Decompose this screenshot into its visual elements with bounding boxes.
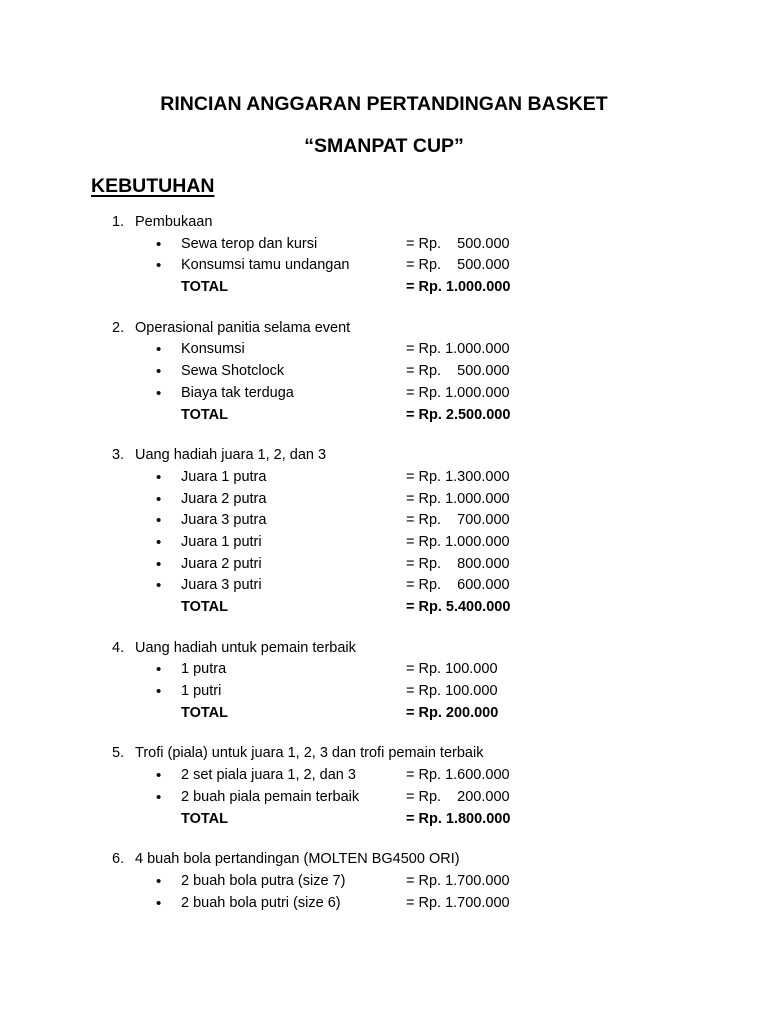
item-label: Juara 1 putra (181, 468, 267, 485)
item-label: 2 buah bola putra (size 7) (181, 872, 346, 889)
item-amount: = Rp. 1.600.000 (406, 767, 510, 784)
budget-section (0, 212, 768, 299)
item-amount: = Rp. 200.000 (406, 788, 510, 805)
total-label: TOTAL (181, 406, 228, 423)
section-number: 1. (112, 214, 125, 230)
bullet-icon: • (156, 341, 162, 359)
bullet-icon: • (156, 872, 162, 890)
budget-list (0, 212, 768, 933)
line-item (0, 339, 768, 361)
line-item (0, 234, 768, 256)
line-item (0, 510, 768, 532)
section-title: Pembukaan (135, 214, 213, 230)
bullet-icon: • (156, 512, 162, 530)
item-label: 2 buah piala pemain terbaik (181, 788, 360, 805)
line-item (0, 659, 768, 681)
section-header (0, 638, 768, 660)
budget-section (0, 445, 768, 619)
item-amount: = Rp. 1.700.000 (406, 894, 510, 911)
document-subtitle: “SMANPAT CUP” (304, 135, 464, 157)
section-header (0, 445, 768, 467)
section-header (0, 318, 768, 340)
item-amount: = Rp. 1.000.000 (406, 490, 510, 507)
section-title: Uang hadiah juara 1, 2, dan 3 (135, 447, 327, 464)
total-row (0, 277, 768, 299)
budget-section (0, 849, 768, 914)
total-row (0, 405, 768, 427)
budget-section (0, 318, 768, 426)
line-item (0, 361, 768, 383)
item-amount: = Rp. 1.000.000 (406, 533, 510, 550)
total-amount: = Rp. 2.500.000 (406, 406, 511, 423)
item-label: Konsumsi tamu undangan (181, 257, 350, 274)
item-label: 2 buah bola putri (size 6) (181, 894, 341, 911)
item-label: 2 set piala juara 1, 2, dan 3 (181, 767, 356, 784)
line-item (0, 893, 768, 915)
item-label: Konsumsi (181, 341, 245, 358)
total-label: TOTAL (181, 810, 228, 827)
item-label: Sewa terop dan kursi (181, 235, 318, 252)
bullet-icon: • (156, 683, 162, 701)
item-label: Juara 2 putra (181, 490, 267, 507)
item-amount: = Rp. 1.000.000 (406, 341, 510, 358)
bullet-icon: • (156, 468, 162, 486)
item-label: Juara 2 putri (181, 555, 262, 572)
item-amount: = Rp. 1.300.000 (406, 468, 510, 485)
item-amount: = Rp. 800.000 (406, 555, 510, 572)
total-amount: = Rp. 1.000.000 (406, 279, 511, 296)
bullet-icon: • (156, 235, 162, 253)
section-title: Operasional panitia selama event (135, 319, 351, 336)
section-number: 6. (112, 851, 125, 868)
item-amount: = Rp. 1.700.000 (406, 872, 510, 889)
total-row (0, 809, 768, 831)
line-item (0, 787, 768, 809)
line-item (0, 681, 768, 703)
bullet-icon: • (156, 577, 162, 595)
item-label: Biaya tak terduga (181, 384, 294, 401)
bullet-icon: • (156, 257, 162, 275)
section-title: Uang hadiah untuk pemain terbaik (135, 639, 356, 656)
line-item (0, 255, 768, 277)
total-label: TOTAL (181, 599, 228, 615)
line-item (0, 765, 768, 787)
total-label: TOTAL (181, 704, 228, 721)
bullet-icon: • (156, 788, 162, 806)
section-header (0, 212, 768, 234)
line-item (0, 554, 768, 576)
bullet-icon: • (156, 661, 162, 679)
document-title: RINCIAN ANGGARAN PERTANDINGAN BASKET (160, 93, 608, 115)
bullet-icon: • (156, 894, 162, 912)
line-item (0, 383, 768, 405)
budget-section (0, 638, 768, 725)
item-label: Sewa Shotclock (181, 363, 285, 380)
total-amount: = Rp. 200.000 (406, 704, 499, 721)
bullet-icon: • (156, 490, 162, 508)
line-item (0, 489, 768, 511)
section-header (0, 849, 768, 871)
item-amount: = Rp. 100.000 (406, 661, 498, 678)
section-title: Trofi (piala) untuk juara 1, 2, 3 dan trofi pemain terbaik (135, 745, 484, 762)
section-number: 3. (112, 447, 125, 464)
total-label: TOTAL (181, 279, 228, 296)
section-number: 2. (112, 319, 125, 336)
item-amount: = Rp. 600.000 (406, 577, 510, 594)
item-label: Juara 1 putri (181, 533, 262, 550)
line-item (0, 532, 768, 554)
total-amount: = Rp. 5.400.000 (406, 599, 511, 615)
item-amount: = Rp. 100.000 (406, 683, 498, 700)
item-label: 1 putra (181, 661, 227, 678)
item-label: Juara 3 putra (181, 512, 267, 529)
item-label: Juara 3 putri (181, 577, 262, 594)
bullet-icon: • (156, 363, 162, 381)
bullet-icon: • (156, 533, 162, 551)
section-number: 4. (112, 639, 125, 656)
item-label: 1 putri (181, 683, 222, 700)
bullet-icon: • (156, 384, 162, 402)
budget-section (0, 743, 768, 830)
line-item (0, 467, 768, 489)
section-header (0, 743, 768, 765)
bullet-icon: • (156, 555, 162, 573)
total-amount: = Rp. 1.800.000 (406, 810, 511, 827)
item-amount: = Rp. 500.000 (406, 257, 510, 274)
bullet-icon: • (156, 767, 162, 785)
item-amount: = Rp. 500.000 (406, 235, 510, 252)
total-row (0, 597, 768, 619)
section-heading-kebutuhan: KEBUTUHAN (91, 175, 215, 197)
section-number: 5. (112, 745, 125, 762)
line-item (0, 871, 768, 893)
total-row (0, 703, 768, 725)
item-amount: = Rp. 1.000.000 (406, 384, 510, 401)
item-amount: = Rp. 700.000 (406, 512, 510, 529)
section-title: 4 buah bola pertandingan (MOLTEN BG4500 ORI) (135, 851, 460, 868)
item-amount: = Rp. 500.000 (406, 363, 510, 380)
line-item (0, 575, 768, 597)
